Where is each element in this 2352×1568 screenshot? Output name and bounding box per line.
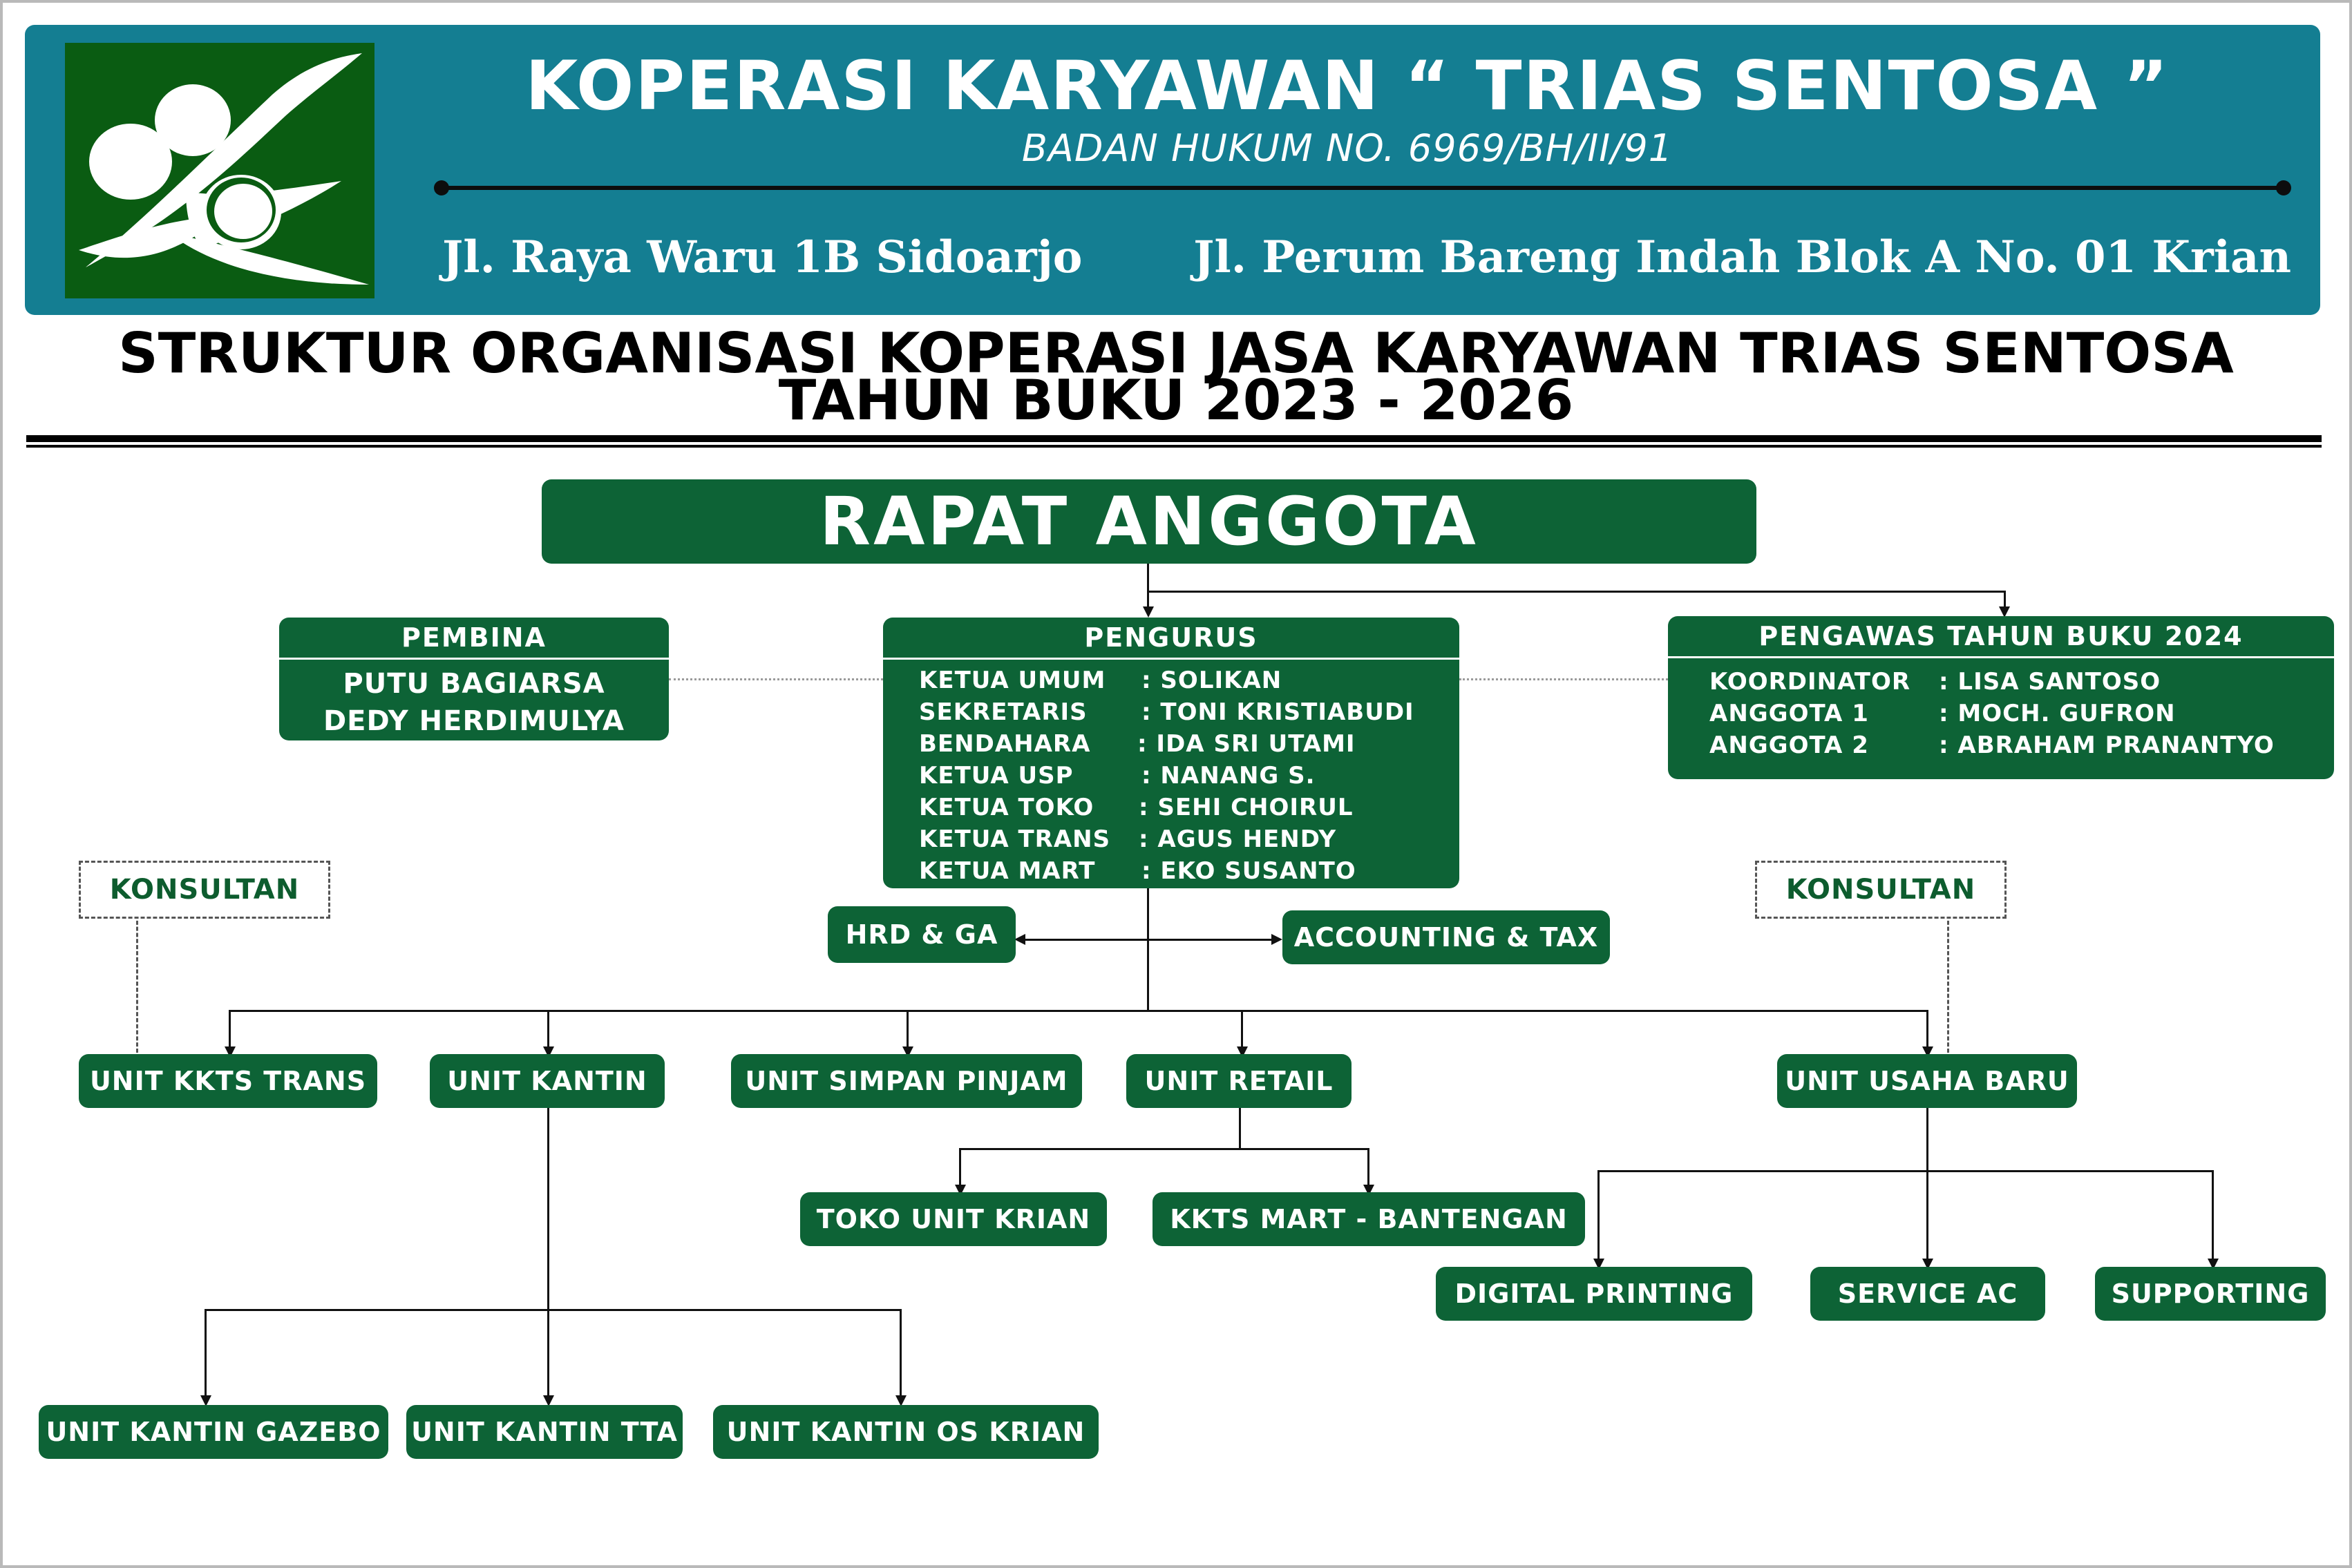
connector-units-bus: [229, 1010, 1928, 1012]
header-divider: [442, 186, 2284, 190]
address-krian: Jl. Perum Bareng Indah Blok A No. 01 Krian: [1193, 231, 2291, 283]
connector-rapat-pengurus: [1147, 563, 1149, 611]
pengurus-box: [883, 618, 1459, 888]
connector-supporting: [2212, 1170, 2214, 1263]
connector-kantin-children: [547, 1107, 549, 1399]
role-label: KETUA USP: [919, 762, 1074, 790]
pengawas-title: PENGAWAS TAHUN BUKU 2024: [1668, 616, 2334, 658]
pengawas-roster: [1709, 666, 2317, 769]
olive-branch-logo: [65, 43, 374, 298]
pengurus-title: PENGURUS: [883, 618, 1459, 660]
unit-simpan-pinjam-box: UNIT SIMPAN PINJAM: [731, 1054, 1082, 1108]
member-name: : IDA SRI UTAMI: [1137, 730, 1356, 758]
toko-unit-krian-box: TOKO UNIT KRIAN: [800, 1192, 1107, 1246]
connector-hrd-accounting: [1023, 939, 1271, 941]
role-label: KETUA TRANS: [919, 825, 1111, 853]
pengurus-row: [919, 665, 1451, 696]
arrow-pengurus: [1143, 606, 1154, 618]
connector-pengurus-units: [1147, 888, 1149, 1011]
divider-dot-right: [2276, 180, 2291, 195]
member-name: : EKO SUSANTO: [1141, 857, 1356, 885]
role-label: ANGGOTA 2: [1709, 732, 1869, 759]
konsultan-right-box: KONSULTAN: [1755, 861, 2007, 919]
connector-digital-printing: [1597, 1170, 1600, 1263]
connector-kantin-bus: [205, 1309, 902, 1311]
konsultan-left-box: KONSULTAN: [79, 861, 330, 919]
connector-kkts-mart: [1367, 1148, 1369, 1189]
dashed-konsultan-left: [136, 915, 138, 1053]
member-name: : ABRAHAM PRANANTYO: [1939, 732, 2275, 759]
title-rule-thin: [26, 445, 2322, 448]
member-name: : TONI KRISTIABUDI: [1141, 698, 1414, 726]
kkts-mart-bantengan-box: KKTS MART - BANTENGAN: [1153, 1192, 1585, 1246]
connector-toko-krian: [959, 1148, 961, 1189]
dotted-pengurus-pengawas: [1459, 678, 1668, 680]
unit-kantin-os-krian-box: UNIT KANTIN OS KRIAN: [713, 1405, 1099, 1459]
arrow-accounting: [1271, 934, 1282, 945]
connector-kantin: [547, 1010, 549, 1051]
connector-usaha-baru: [1926, 1010, 1928, 1051]
role-label: KOORDINATOR: [1709, 668, 1911, 696]
unit-kantin-tta-box: UNIT KANTIN TTA: [406, 1405, 683, 1459]
rapat-anggota-box: RAPAT ANGGOTA: [542, 479, 1756, 564]
pembina-title: PEMBINA: [279, 618, 669, 660]
unit-retail-box: UNIT RETAIL: [1126, 1054, 1352, 1108]
role-label: BENDAHARA: [919, 730, 1091, 758]
hrd-ga-box: HRD & GA: [828, 906, 1016, 963]
divider-dot-left: [434, 180, 449, 195]
pengurus-row: [919, 728, 1451, 760]
supporting-box: SUPPORTING: [2095, 1267, 2326, 1321]
pengurus-roster: [919, 665, 1451, 886]
connector-simpan-pinjam: [907, 1010, 909, 1051]
unit-usaha-baru-box: UNIT USAHA BARU: [1777, 1054, 2077, 1108]
arrow-hrd: [1014, 934, 1025, 945]
connector-kkts-trans: [229, 1010, 231, 1051]
organization-name: KOPERASI KARYAWAN “ TRIAS SENTOSA ”: [525, 47, 2170, 126]
connector-retail: [1241, 1010, 1243, 1051]
unit-kantin-gazebo-box: UNIT KANTIN GAZEBO: [39, 1405, 388, 1459]
address-sidoarjo: Jl. Raya Waru 1B Sidoarjo: [442, 231, 1083, 283]
service-ac-box: SERVICE AC: [1810, 1267, 2045, 1321]
member-name: : NANANG S.: [1141, 762, 1316, 790]
pembina-box: [279, 618, 669, 740]
chart-title: STRUKTUR ORGANISASI KOPERASI JASA KARYAWAN TRIAS SENTOSA: [118, 321, 2234, 385]
title-rule-thick: [26, 435, 2322, 442]
pengurus-row: [919, 823, 1451, 855]
chart-subtitle: TAHUN BUKU 2023 - 2026: [778, 368, 1574, 432]
unit-kantin-box: UNIT KANTIN: [430, 1054, 665, 1108]
digital-printing-box: DIGITAL PRINTING: [1436, 1267, 1752, 1321]
connector-retail-bus: [959, 1148, 1369, 1150]
role-label: SEKRETARIS: [919, 698, 1088, 726]
pengurus-row: [919, 760, 1451, 792]
dotted-pembina-pengurus: [669, 678, 883, 680]
connector-retail-children: [1239, 1107, 1241, 1149]
role-label: KETUA MART: [919, 857, 1096, 885]
member-name: : SEHI CHOIRUL: [1139, 794, 1354, 821]
pembina-member: PUTU BAGIARSA: [343, 668, 605, 700]
pengawas-box: [1668, 616, 2334, 779]
pengawas-row: [1709, 729, 2317, 761]
connector-kantin-gazebo: [205, 1309, 207, 1399]
member-name: : LISA SANTOSO: [1939, 668, 2161, 696]
pengurus-row: [919, 696, 1451, 728]
pembina-member: DEDY HERDIMULYA: [323, 705, 625, 737]
pengawas-row: [1709, 666, 2317, 698]
connector-rapat-pengawas: [1148, 591, 2005, 593]
role-label: KETUA UMUM: [919, 667, 1106, 694]
role-label: ANGGOTA 1: [1709, 700, 1869, 727]
dashed-konsultan-right: [1947, 915, 1949, 1053]
pengurus-row: [919, 855, 1451, 887]
accounting-tax-box: ACCOUNTING & TAX: [1282, 910, 1610, 964]
connector-usaha-bus: [1597, 1170, 2214, 1172]
pengurus-row: [919, 792, 1451, 823]
connector-kantin-os-krian: [900, 1309, 902, 1399]
role-label: KETUA TOKO: [919, 794, 1094, 821]
legal-entity-number: BADAN HUKUM NO. 6969/BH/II/91: [1021, 126, 1673, 170]
pengawas-row: [1709, 698, 2317, 729]
member-name: : AGUS HENDY: [1139, 825, 1337, 853]
unit-kkts-trans-box: UNIT KKTS TRANS: [79, 1054, 377, 1108]
member-name: : SOLIKAN: [1141, 667, 1282, 694]
connector-usaha-baru-children: [1926, 1107, 1928, 1263]
member-name: : MOCH. GUFRON: [1939, 700, 2176, 727]
